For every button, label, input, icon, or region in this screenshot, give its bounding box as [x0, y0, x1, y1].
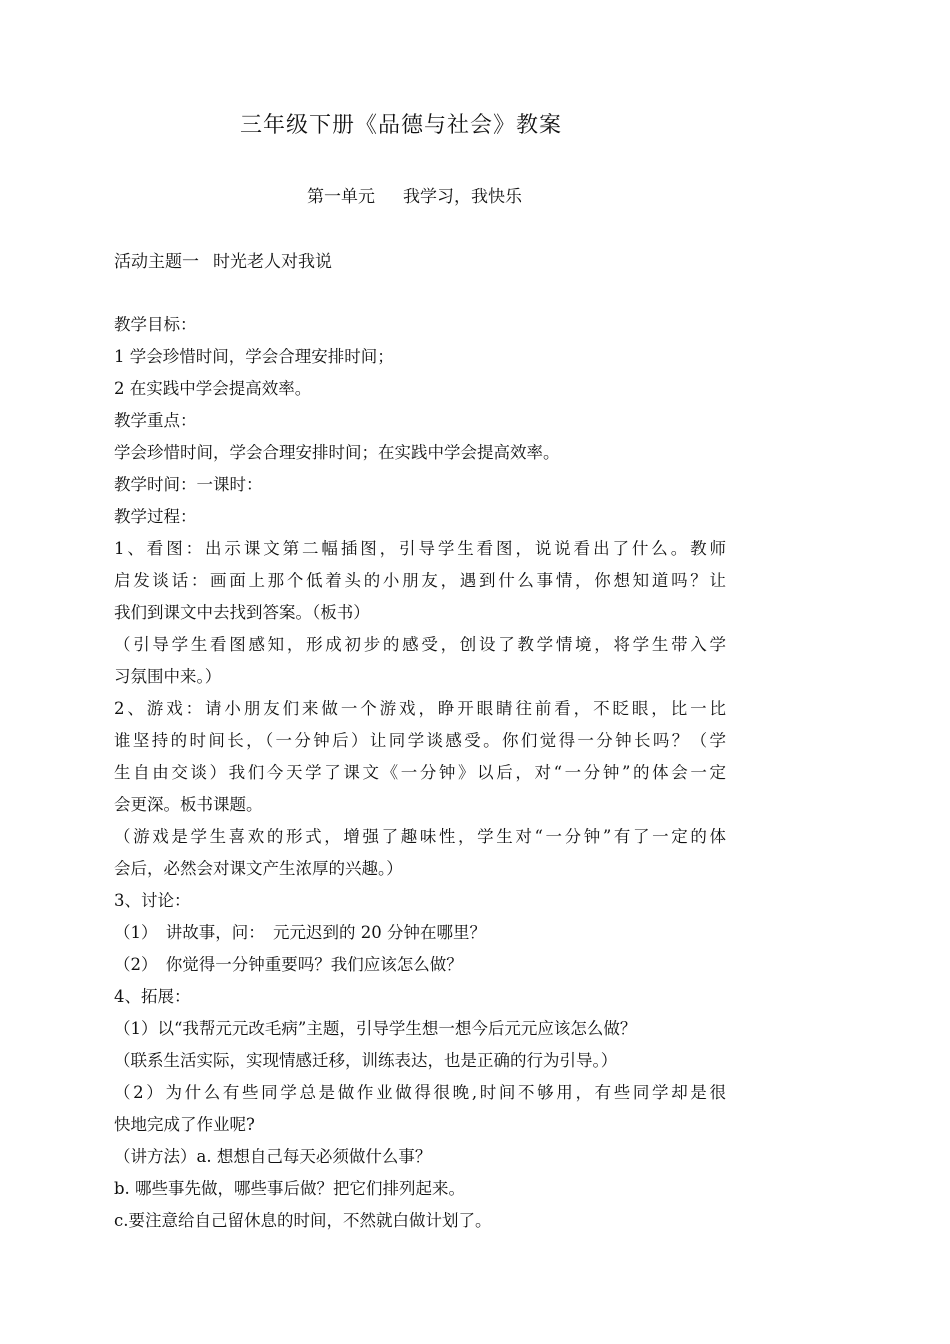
text-line: 启发谈话：画面上那个低着头的小朋友，遇到什么事情，你想知道吗？让	[114, 571, 726, 590]
text-line: 会后，必然会对课文产生浓厚的兴趣。）	[114, 859, 403, 878]
text-line: （讲方法）a. 想想自己每天必须做什么事？	[114, 1147, 432, 1166]
text-line: 2、游戏：请小朋友们来做一个游戏，睁开眼睛往前看，不眨眼，比一比	[114, 699, 726, 718]
text-line: 会更深。板书课题。	[114, 795, 263, 814]
text-line: b. 哪些事先做，哪些事后做？把它们排列起来。	[114, 1179, 466, 1198]
text-line: 教学重点：	[114, 411, 197, 430]
text-line: 1 学会珍惜时间，学会合理安排时间；	[114, 347, 394, 366]
text-line: 生自由交谈）我们今天学了课文《一分钟》以后，对“一分钟”的体会一定	[114, 763, 726, 782]
text-line: 4、拓展：	[114, 987, 191, 1006]
text-line: 2 在实践中学会提高效率。	[114, 379, 312, 398]
text-line: （1）以“我帮元元改毛病”主题，引导学生想一想今后元元应该怎么做？	[114, 1019, 637, 1038]
text-line: 习氛围中来。）	[114, 667, 222, 686]
document-title: 三年级下册《品德与社会》教案	[240, 113, 563, 138]
text-line: 教学过程：	[114, 507, 197, 526]
text-line: 1、看图：出示课文第二幅插图，引导学生看图，说说看出了什么。教师	[114, 539, 726, 558]
lesson-body	[114, 309, 726, 1237]
text-line: （联系生活实际，实现情感迁移，训练表达，也是正确的行为引导。）	[114, 1051, 618, 1070]
text-line: （引导学生看图感知，形成初步的感受，创设了教学情境，将学生带入学	[114, 635, 726, 654]
text-line: （游戏是学生喜欢的形式，增强了趣味性，学生对“一分钟”有了一定的体	[114, 827, 726, 846]
text-line: 学会珍惜时间，学会合理安排时间；在实践中学会提高效率。	[114, 443, 560, 462]
unit-heading	[307, 182, 522, 207]
theme-name: 时光老人对我说	[213, 252, 332, 272]
text-line: 教学目标：	[114, 315, 197, 334]
unit-label: 第一单元	[307, 187, 375, 207]
theme-label: 活动主题一	[114, 252, 199, 272]
text-line: （1） 讲故事，问： 元元迟到的 20 分钟在哪里？	[114, 923, 486, 942]
text-line: 快地完成了作业呢?	[114, 1115, 255, 1134]
text-line: 谁坚持的时间长，（一分钟后）让同学谈感受。你们觉得一分钟长吗？（学	[114, 731, 726, 750]
unit-name: 我学习，我快乐	[403, 187, 522, 207]
text-line: （2） 你觉得一分钟重要吗？我们应该怎么做？	[114, 955, 463, 974]
text-line: 教学时间：一课时：	[114, 475, 263, 494]
text-line: （2）为什么有些同学总是做作业做得很晚,时间不够用，有些同学却是很	[114, 1083, 726, 1102]
activity-theme	[114, 247, 332, 272]
text-line: 我们到课文中去找到答案。（板书）	[114, 603, 370, 622]
text-line: c.要注意给自己留休息的时间，不然就白做计划了。	[114, 1211, 492, 1230]
text-line: 3、讨论：	[114, 891, 191, 910]
